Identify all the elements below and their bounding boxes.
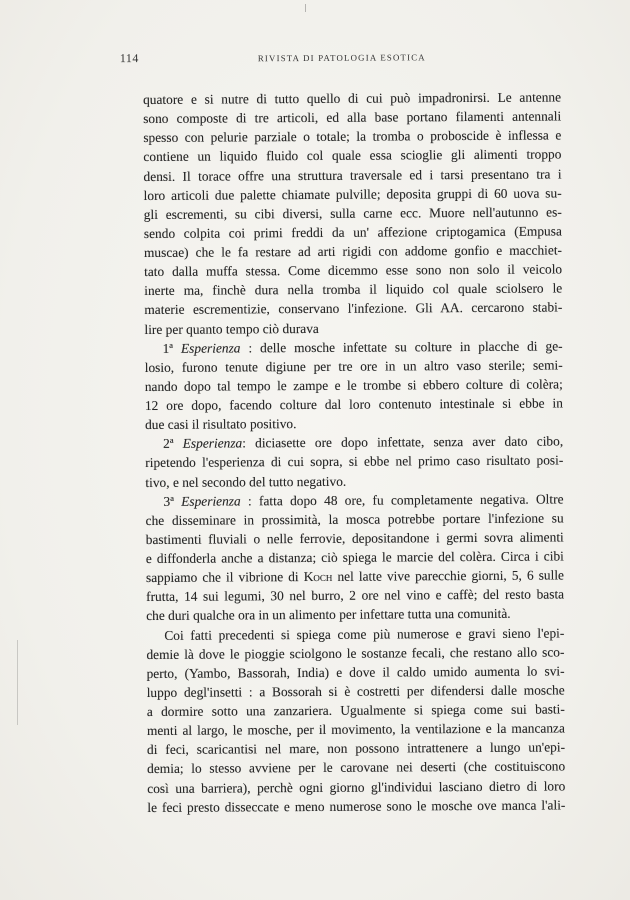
body-line: loro articoli due palette chiamate pulville; deposita gruppi di 60 uova su-: [143, 185, 562, 203]
experiment-3-line: [145, 489, 563, 511]
experiment-ordinal: 1ª: [162, 340, 174, 356]
experiment-2-line: [145, 432, 563, 454]
experiment-ordinal: 2ª: [163, 436, 174, 452]
body-line: a dormire sotto una zanzariera. Ugualmente si spiega come sui basti-: [146, 701, 565, 719]
body-line: densi. Il torace offre una struttura traversale ed i tarsi presentano tra i: [143, 165, 562, 184]
author-name-koch: Koch: [303, 568, 333, 585]
experiment-ordinal: 3ª: [163, 493, 174, 509]
page-number: 114: [119, 51, 139, 66]
body-line: frutta, 14 sui legumi, 30 nel burro, 2 ore nel vino e caffè; del resto basta: [146, 586, 565, 605]
body-line: due casi il risultato positivo.: [144, 416, 297, 433]
body-line: che duri qualche ora in un alimento per infettare tutta una comunità.: [146, 606, 511, 624]
body-line: luppo degl'insetti : a Bossorah si è costretti per difendersi dalle mosche: [146, 682, 565, 700]
experiment-text: : delle mosche infettate su colture in placche di ge-: [240, 338, 563, 356]
body-line: gli escrementi, su cibi diversi, sulla carne ecc. Muore nell'autunno es-: [143, 204, 562, 222]
running-header-title: RIVISTA DI PATOLOGIA ESOTICA: [257, 52, 426, 64]
experiment-label: Esperienza: [180, 340, 241, 356]
body-line: sendo colpita coi primi freddi da un' affezione criptogamica (Empusa: [143, 223, 562, 241]
body-line: inerte ma, finchè dura nella tromba il liquido col quale sciolsero le: [144, 280, 563, 299]
body-line: 12 ore dopo, facendo colture dal loro contenuto intestinale si ebbe in: [144, 395, 563, 413]
body-line: così una barriera), perchè ogni giorno gl'individui lasciano dietro di loro: [147, 777, 566, 796]
body-line: muscae) che le fa restare ad arti rigidi con addome gonfio e macchiet-: [143, 242, 563, 260]
body-line: le feci presto disseccate e meno numerose sono le mosche ove manca l'ali-: [147, 797, 566, 815]
body-line: ripetendo l'esperienza di cui sopra, si ebbe nel primo caso risultato posi-: [145, 452, 564, 471]
experiment-label: Esperienza: [181, 493, 241, 509]
body-line: demie là dove le pioggie sciolgono le sostanze fecali, che restano allo sco-: [146, 644, 565, 662]
experiment-text: : fatta dopo 48 ore, fu completamente negativa. Oltre: [240, 491, 564, 509]
body-line: contiene un liquido fluido col quale essa scioglie gli alimenti troppo: [143, 146, 562, 165]
body-line: perto, (Yambo, Bassorah, India) e dove il caldo umido aumenta lo svi-: [146, 663, 565, 681]
body-line: che disseminare in prossimità, la mosca potrebbe portare l'infezione su: [145, 510, 564, 528]
experiment-1-line: [145, 336, 563, 358]
body-line: lire per quanto tempo ciò durava: [144, 320, 319, 337]
body-line: quatore e si nutre di tutto quello di cui può impadronirsi. Le antenne: [143, 89, 562, 107]
body-text: [143, 87, 565, 816]
body-line-koch: [146, 566, 564, 588]
body-line: spesso con pelurie parziale o totale; la tromba o proboscide è inflessa e: [143, 127, 562, 146]
body-line: Coi fatti precedenti si spiega come più numerose e gravi sieno l'epi-: [164, 624, 565, 643]
body-line: sono composte di tre articoli, ed alla base portano filamenti antennali: [143, 108, 562, 127]
line-text-after: nel latte vive parecchie giorni, 5, 6 sulle: [332, 567, 565, 584]
body-line: e diffonderla anche a distanza; ciò spiega le marcie del colèra. Circa i cibi: [145, 548, 564, 566]
experiment-text: : diciasette ore dopo infettate, senza aver dato cibo,: [242, 433, 564, 451]
body-line: demia; lo stesso avviene per le carovane nei deserti (che costituiscono: [147, 758, 566, 777]
body-line: menti al largo, le mosche, per il movimento, la ventilazione e la mancanza: [146, 720, 565, 739]
body-line: bastimenti fluviali o nelle ferrovie, depositandone i germi sovra alimenti: [145, 529, 564, 547]
body-line: di feci, scaricantisi nel mare, non possono intrattenere a lungo un'epi-: [146, 739, 566, 758]
experiment-label: Esperienza: [182, 435, 243, 452]
line-text-before: sappiamo che il vibrione di: [145, 569, 304, 586]
body-line: losio, furono tenute digiune per tre ore in un altro vaso sterile; semi-: [144, 357, 563, 375]
body-line: materie escrementizie, conservano l'infezione. Gli AA. cercarono stabi-: [144, 299, 563, 318]
body-line: tato dalla muffa stessa. Come dicemmo esse sono non solo il veicolo: [144, 261, 563, 280]
body-line: tivo, e nel secondo del tutto negativo.: [145, 473, 347, 490]
body-line: nando dopo tal tempo le zampe e le trombe si ebbero colture di colèra;: [144, 376, 563, 394]
